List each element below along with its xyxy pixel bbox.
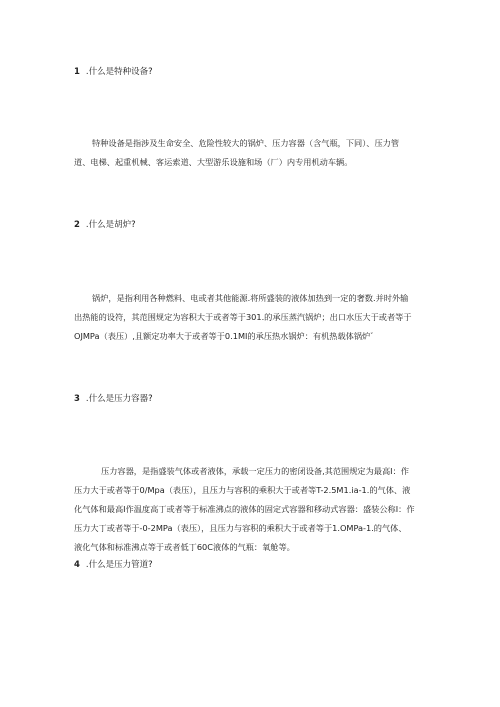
section-1-paragraph-line-1: 特种设备是指涉及生命安全、危险性较大的锅炉、压力容器（含气瓶，下同）、压力管 [92, 138, 400, 148]
section-2-paragraph-line-3: OJMPa（表压）,且额定功率大于或者等于0.1MI的承压热水锅炉：有机热载体锅炉゛ [74, 331, 379, 341]
section-2-number: 2 [74, 220, 80, 230]
section-4-heading [74, 559, 153, 571]
section-3-paragraph-line-5: 液化气体和标准沸点等于或者低丁60C液体的气瓶：氧舱等。 [74, 542, 295, 552]
section-2-heading [74, 219, 136, 231]
section-1-number: 1 [74, 67, 80, 77]
section-2-paragraph-line-1: 锅炉，是指利用各种燃料、电或者其他能源.将所盛装的液体加热到一定的奢数.并时外输 [92, 293, 409, 303]
section-1-paragraph-line-2: 道、电梯、起重机械、客运索道、大型游乐设施和场（厂）内专用机动车辆。 [74, 157, 353, 167]
section-3-paragraph-line-3: 化气体和最高I作温度高丁或者等于标准沸点的液体的固定式容器和移动式容器：盛装公称I：作 [74, 504, 415, 514]
section-4-number: 4 [74, 560, 80, 570]
section-3-paragraph-line-1: 压力容器，是指盛装气体或者液体，承载一定压力的密闭设备,其范围规定为最高I：作 [101, 466, 409, 476]
section-3-heading [74, 393, 153, 405]
section-2-title: .什么是胡炉? [85, 220, 136, 230]
section-3-paragraph-line-4: 压力大丁或者等于-0-2MPa（表压），且压力与容积的乘积大于或者等于1.OMPa-1.的气体、 [74, 523, 407, 533]
section-3-number: 3 [74, 394, 80, 404]
section-1-heading [74, 66, 153, 78]
section-4-title: .什么是压力管道? [85, 560, 153, 570]
section-2-paragraph-line-2: 出热能的设符，其范围规定为容积大于或者等于301.的承压蒸汽锅炉；出口水压大于或者等于 [74, 312, 412, 322]
section-3-paragraph-line-2: 压力大于或者等于0/Mpa（表压），且压力与容积的乘积大于或者等T-2.5M1.ia-1.的气体、液 [74, 485, 411, 495]
section-1-title: .什么是特种设备? [85, 67, 153, 77]
section-3-title: .什么是压力容器? [85, 394, 153, 404]
